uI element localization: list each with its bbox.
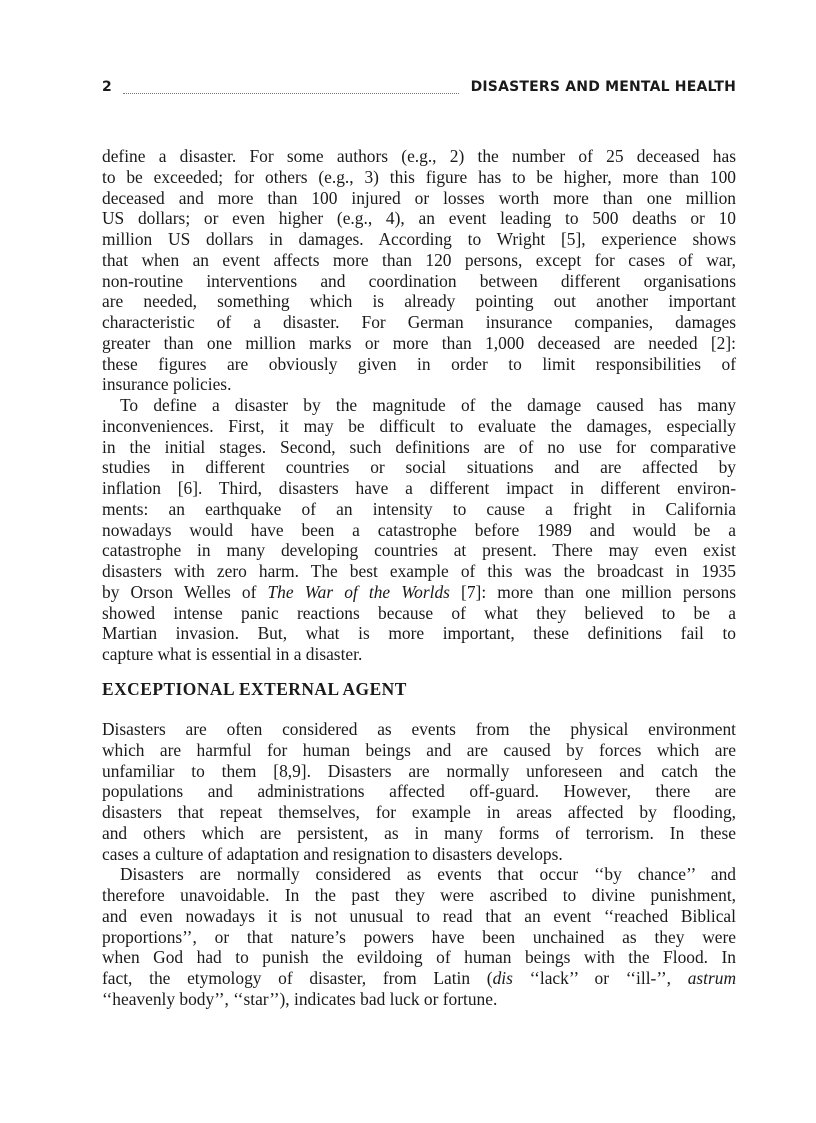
text-line: Disasters are normally considered as events that occur ‘‘by chance’’ and	[120, 864, 736, 885]
text-line: catastrophe in many developing countries at present. There may even exist	[102, 540, 736, 561]
text-line: Martian invasion. But, what is more important, these definitions fail to	[102, 623, 736, 644]
text-line: populations and administrations affected off-guard. However, there are	[102, 781, 736, 802]
text-line: disasters with zero harm. The best example of this was the broadcast in 1935	[102, 561, 736, 581]
text-line: cases a culture of adaptation and resignation to disasters develops.	[102, 843, 563, 864]
text-line: US dollars; or even higher (e.g., 4), an event leading to 500 deaths or 10	[102, 208, 736, 229]
text-line: greater than one million marks or more than 1,000 deceased are needed [2]:	[102, 332, 736, 353]
text-line: unfamiliar to them [8,9]. Disasters are normally unforeseen and catch the	[102, 760, 736, 781]
text-line: inflation [6]. Third, disasters have a different impact in different environ-	[102, 478, 736, 498]
text-line: in the initial stages. Second, such definitions are of no use for comparative	[102, 436, 736, 457]
text-line: and even nowadays it is not unusual to read that an event ‘‘reached Biblical	[102, 905, 736, 926]
text-segment: by Orson Welles of	[102, 581, 268, 602]
text-line: capture what is essential in a disaster.	[102, 644, 363, 664]
text-line: million US dollars in damages. According to Wright [5], experience shows	[102, 229, 736, 249]
body-text-bottom	[102, 719, 736, 1010]
text-line	[102, 968, 736, 989]
text-line: are needed, something which is already pointing out another important	[102, 291, 736, 312]
text-line: nowadays would have been a catastrophe before 1989 and would be a	[102, 519, 736, 540]
paragraph	[102, 146, 736, 395]
section-heading: EXCEPTIONAL EXTERNAL AGENT	[102, 679, 407, 699]
text-line: to be exceeded; for others (e.g., 3) this figure has to be higher, more than 100	[102, 166, 736, 187]
running-header	[102, 79, 736, 99]
text-segment: [7]: more than one million persons	[449, 581, 737, 602]
text-line: that when an event affects more than 120 persons, except for cases of war,	[102, 249, 736, 270]
running-title: DISASTERS AND MENTAL HEALTH	[470, 79, 736, 95]
text-line: To define a disaster by the magnitude of the damage caused has many	[120, 395, 736, 415]
page-number: 2	[102, 79, 112, 95]
header-rule	[123, 93, 459, 94]
text-line: insurance policies.	[102, 374, 232, 395]
text-line: inconveniences. First, it may be difficult to evaluate the damages, especially	[102, 415, 736, 436]
text-line: and others which are persistent, as in many forms of terrorism. In these	[102, 822, 736, 843]
text-line: therefore unavoidable. In the past they were ascribed to divine punishment,	[102, 885, 736, 905]
text-line: showed intense panic reactions because of what they believed to be a	[102, 602, 736, 623]
italic-text: astrum	[687, 968, 737, 988]
text-line: these figures are obviously given in order to limit responsibilities of	[102, 353, 736, 374]
text-segment: ‘‘lack’’ or ‘‘ill-’’,	[512, 968, 688, 988]
body-text-top	[102, 146, 736, 665]
text-line: studies in different countries or social situations and are affected by	[102, 457, 736, 478]
italic-text: dis	[492, 968, 513, 988]
text-line: proportions’’, or that nature’s powers have been unchained as they were	[102, 926, 736, 947]
paragraph	[102, 395, 736, 665]
text-line: when God had to punish the evildoing of human beings with the Flood. In	[102, 947, 736, 968]
text-line: which are harmful for human beings and are caused by forces which are	[102, 739, 736, 760]
text-line: disasters that repeat themselves, for example in areas affected by flooding,	[102, 802, 736, 822]
text-segment: fact, the etymology of disaster, from Latin (	[102, 968, 493, 988]
paragraph	[102, 864, 736, 1009]
italic-text: The War of the Worlds	[267, 581, 450, 602]
text-line: deceased and more than 100 injured or losses worth more than one million	[102, 187, 736, 208]
text-line: define a disaster. For some authors (e.g., 2) the number of 25 deceased has	[102, 146, 736, 166]
text-line	[102, 582, 736, 603]
text-line: Disasters are often considered as events from the physical environment	[102, 719, 736, 739]
text-line: characteristic of a disaster. For German insurance companies, damages	[102, 312, 736, 332]
paragraph	[102, 719, 736, 864]
text-line: ments: an earthquake of an intensity to cause a fright in California	[102, 498, 736, 519]
text-line: ‘‘heavenly body’’, ‘‘star’’), indicates bad luck or fortune.	[102, 988, 498, 1009]
text-line: non-routine interventions and coordination between different organisations	[102, 270, 736, 291]
